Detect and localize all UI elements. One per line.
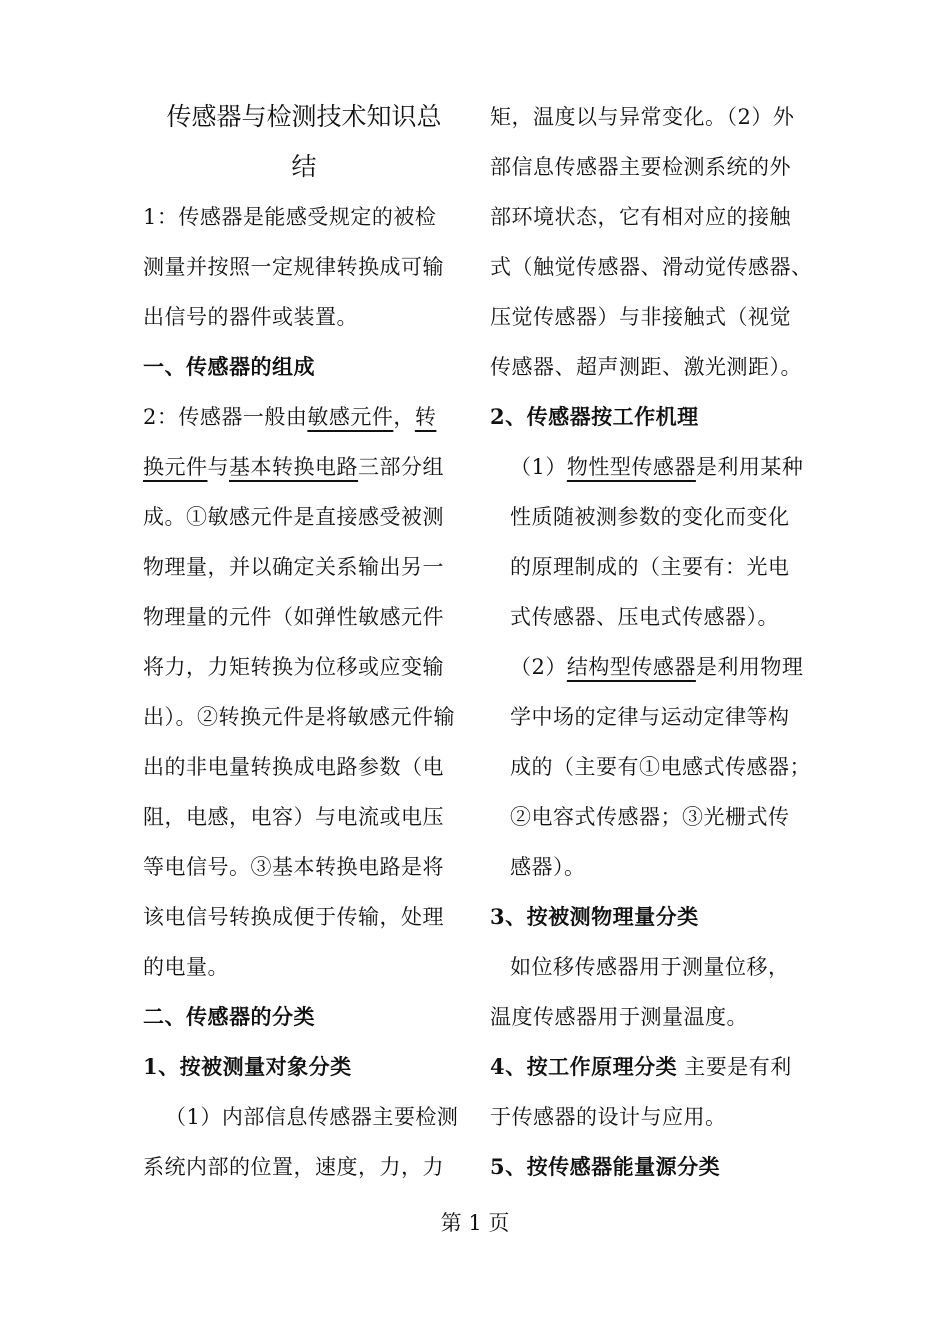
paragraph-line: 压觉传感器）与非接触式（视觉 — [490, 305, 791, 329]
paragraph-line — [490, 442, 812, 492]
subsection-heading: 4、按工作原理分类 — [490, 1054, 678, 1079]
underlined-term: 敏感元件 — [307, 405, 394, 429]
underlined-term: 结构型传感器 — [566, 655, 696, 679]
right-column — [490, 92, 812, 1192]
paragraph-line: 感器）。 — [510, 855, 586, 879]
doc-title-line2: 结 — [291, 152, 317, 181]
paragraph-line — [490, 642, 812, 692]
paragraph-line: 物理量，并以确定关系输出另一 — [143, 555, 444, 579]
paragraph-line: 测量并按照一定规律转换成可输 — [143, 255, 444, 279]
text-span: （1） — [510, 455, 567, 479]
paragraph-line: 该电信号转换成便于传输，处理 — [143, 905, 444, 929]
paragraph-line: 等电信号。③基本转换电路是将 — [143, 855, 444, 879]
text-span: ， — [393, 405, 415, 429]
subsection-heading: 5、按传感器能量源分类 — [490, 1154, 721, 1179]
text-span: 是利用某种 — [695, 455, 804, 479]
paragraph-line: ②电容式传感器；③光栅式传 — [510, 805, 790, 829]
paragraph-line: 1：传感器是能感受规定的被检 — [143, 205, 437, 229]
text-span: 主要是有利 — [677, 1055, 792, 1079]
paragraph-line: 出信号的器件或装置。 — [143, 305, 358, 329]
paragraph-line — [490, 1042, 812, 1092]
paragraph-line: 的电量。 — [143, 955, 229, 979]
paragraph-line: 系统内部的位置，速度，力，力 — [143, 1155, 444, 1179]
paragraph-line: 的原理制成的（主要有：光电 — [510, 555, 790, 579]
text-span: 2：传感器一般由 — [143, 405, 308, 429]
text-span: 是利用物理 — [695, 655, 804, 679]
section-heading: 二、传感器的分类 — [143, 1004, 315, 1029]
paragraph-line: 学中场的定律与运动定律等构 — [510, 705, 790, 729]
paragraph-line: 传感器、超声测距、激光测距）。 — [490, 355, 802, 379]
paragraph-line: 于传感器的设计与应用。 — [490, 1105, 727, 1129]
paragraph-line: 矩，温度以与异常变化。（2）外 — [490, 105, 795, 129]
subsection-heading: 3、按被测物理量分类 — [490, 904, 699, 929]
subsection-heading: 1、按被测量对象分类 — [143, 1054, 352, 1079]
paragraph-line: 式传感器、压电式传感器）。 — [510, 605, 779, 629]
paragraph-line — [143, 442, 465, 492]
paragraph-line: 部环境状态，它有相对应的接触 — [490, 205, 791, 229]
paragraph-line: 性质随被测参数的变化而变化 — [510, 505, 790, 529]
paragraph-line: 出的非电量转换成电路参数（电 — [143, 755, 444, 779]
paragraph-line: 阻，电感，电容）与电流或电压 — [143, 805, 444, 829]
paragraph-line: 如位移传感器用于测量位移， — [510, 955, 790, 979]
paragraph-line: 成。①敏感元件是直接感受被测 — [143, 505, 444, 529]
paragraph-line: （1）内部信息传感器主要检测 — [165, 1105, 459, 1129]
paragraph-line: 出）。②转换元件是将敏感元件输 — [143, 705, 455, 729]
paragraph-line: 成的（主要有①电感式传感器； — [510, 755, 811, 779]
page-number: 第 1 页 — [440, 1211, 510, 1235]
paragraph-line: 部信息传感器主要检测系统的外 — [490, 155, 791, 179]
paragraph-line: 将力，力矩转换为位移或应变输 — [143, 655, 444, 679]
underlined-term: 换元件 — [143, 455, 208, 479]
text-span: 与 — [207, 455, 229, 479]
paragraph-line: 式（触觉传感器、滑动觉传感器、 — [490, 255, 813, 279]
paragraph-line: 温度传感器用于测量温度。 — [490, 1005, 748, 1029]
subsection-heading: 2、传感器按工作机理 — [490, 404, 699, 429]
left-column — [143, 92, 465, 1192]
underlined-term: 基本转换电路 — [229, 455, 358, 479]
paragraph-line — [143, 392, 465, 442]
text-span: 三部分组 — [358, 455, 444, 479]
text-span: （2） — [510, 655, 567, 679]
underlined-term: 物性型传感器 — [566, 455, 696, 479]
section-heading: 一、传感器的组成 — [143, 354, 315, 379]
paragraph-line: 物理量的元件（如弹性敏感元件 — [143, 605, 444, 629]
underlined-term: 转 — [414, 405, 437, 429]
doc-title-line1: 传感器与检测技术知识总 — [166, 102, 442, 131]
